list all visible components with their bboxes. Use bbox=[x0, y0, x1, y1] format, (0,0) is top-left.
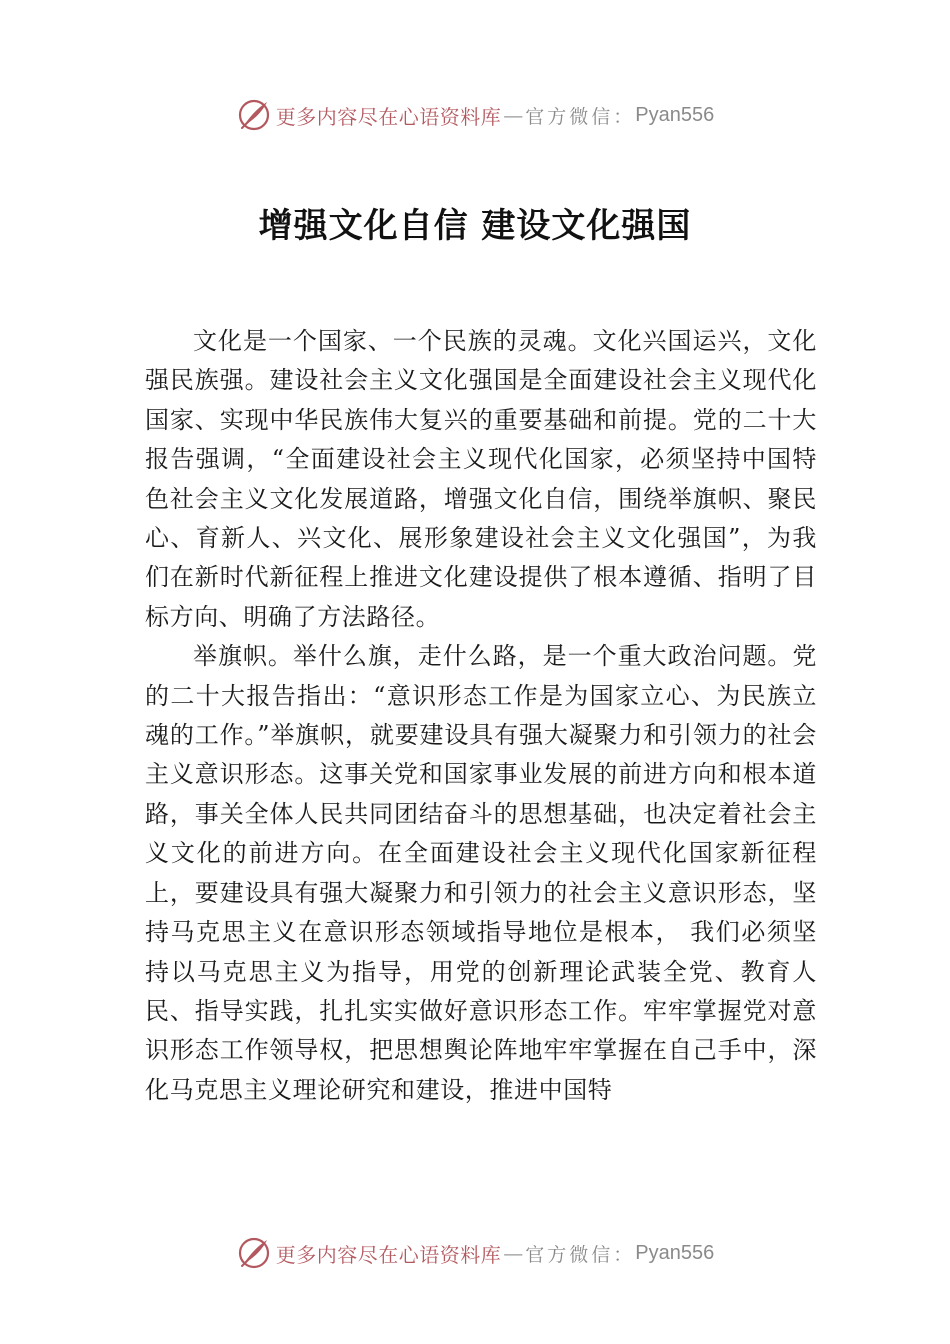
document-body bbox=[145, 322, 817, 1110]
paragraph: 举旗帜。举什么旗，走什么路，是一个重大政治问题。党的二十大报告指出：“意识形态工作是为国家立心、为民族立魂的工作。”举旗帜，就要建设具有强大凝聚力和引领力的社会主义意识形态。这事关党和国家事业发展的前进方向和根本道路，事关全体人民共同团结奋斗的思想基础，也决定着社会主义文化的前进方向。在全面建设社会主义现代化国家新征程上，要建设具有强大凝聚力和引领力的社会主义意识形态，坚持马克思主义在意识形态领域指导地位是根本， 我们必须坚持以马克思主义为指导，用党的创新理论武装全党、教育人民、指导实践，扎扎实实做好意识形态工作。牢牢掌握党对意识形态工作领导权，把思想舆论阵地牢牢掌握在自己手中，深化马克思主义理论研究和建设，推进中国特 bbox=[145, 642, 817, 1104]
paragraph: 文化是一个国家、一个民族的灵魂。文化兴国运兴，文化强民族强。建设社会主义文化强国是全面建设社会主义现代化国家、实现中华民族伟大复兴的重要基础和前提。党的二十大报告强调，“全面建设社会主义现代化国家，必须坚持中国特色社会主义文化发展道路，增强文化自信，围绕举旗帜、聚民心、育新人、兴文化、展形象建设社会主义文化强国”，为我们在新时代新征程上推进文化建设提供了根本遵循、指明了目标方向、明确了方法路径。 bbox=[145, 327, 817, 631]
banner-site-text: 更多内容尽在心语资料库 bbox=[275, 104, 502, 129]
document-title: 增强文化自信 建设文化强国 bbox=[258, 206, 692, 246]
banner-separator: — bbox=[503, 103, 524, 127]
footer-banner bbox=[0, 1233, 950, 1273]
quill-pen-logo-icon bbox=[236, 97, 272, 133]
banner-site-text: 更多内容尽在心语资料库 bbox=[275, 1242, 502, 1267]
banner-wechat-label: 官方微信： bbox=[525, 1243, 636, 1266]
header-banner bbox=[0, 95, 950, 135]
banner-wechat-label: 官方微信： bbox=[525, 105, 636, 128]
banner-wechat-id: Pyan556 bbox=[635, 103, 715, 126]
quill-pen-logo-icon bbox=[236, 1235, 272, 1271]
banner-separator: — bbox=[503, 1241, 524, 1265]
banner-wechat-id: Pyan556 bbox=[635, 1241, 715, 1264]
